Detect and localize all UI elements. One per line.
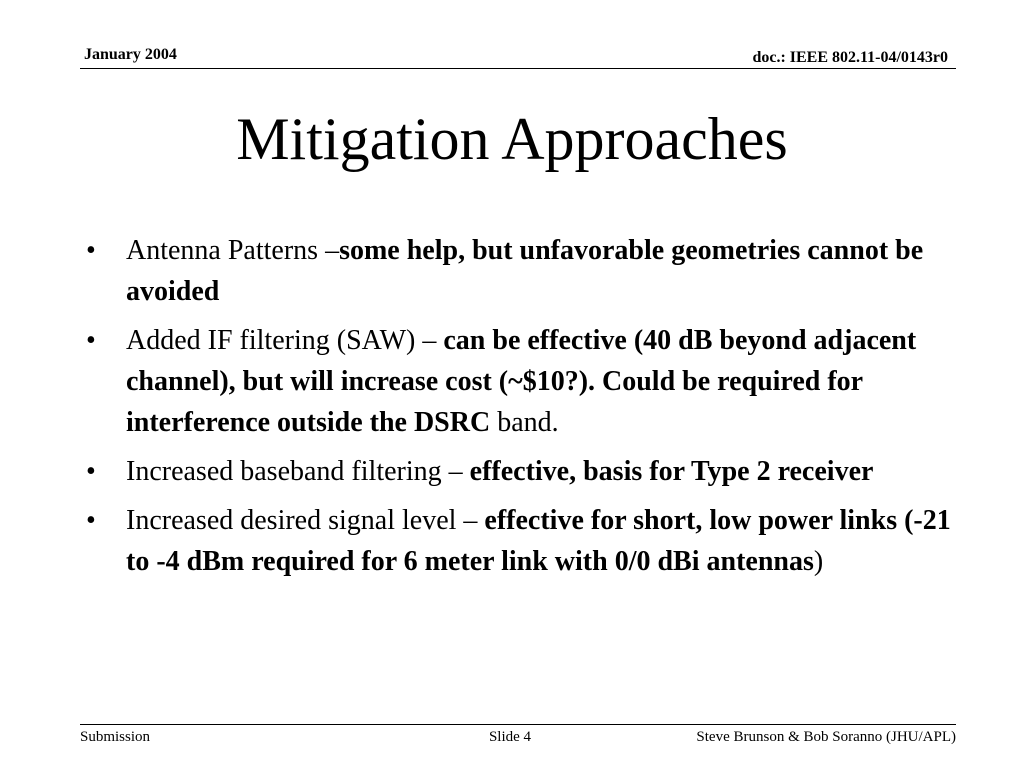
- bullet-text: Added IF filtering (SAW) –: [126, 325, 444, 356]
- bullet-item: [84, 451, 964, 492]
- footer-slide-number: Slide 4: [488, 729, 532, 745]
- footer-rule: [80, 724, 956, 725]
- slide-title: Mitigation Approaches: [236, 106, 788, 172]
- bullet-tail: band.: [497, 407, 559, 438]
- bullet-text: Increased desired signal level –: [126, 505, 485, 536]
- bullet-item: [84, 500, 964, 582]
- bullet-emphasis: some help, but unfavorable geometries cannot be avoided: [126, 235, 924, 307]
- bullet-emphasis: effective, basis for Type 2 receiver: [469, 456, 874, 487]
- bullet-dot-icon: •: [86, 325, 96, 356]
- bullet-item: [84, 230, 964, 312]
- footer-submission: Submission: [80, 729, 151, 745]
- header-doc-id: doc.: IEEE 802.11-04/0143r0: [752, 49, 948, 66]
- bullet-emphasis: effective for short, low power links (-21 to -4 dBm required for 6 meter link with 0/0 dBi antennas: [126, 505, 951, 577]
- header-rule: [80, 68, 956, 69]
- bullet-text: Antenna Patterns –: [126, 235, 340, 266]
- bullet-emphasis: can be effective (40 dB beyond adjacent channel), but will increase cost (~$10?). Could be required for interference outside the DSRC: [126, 325, 917, 438]
- header-date: January 2004: [84, 46, 177, 63]
- bullet-dot-icon: •: [86, 235, 96, 266]
- bullet-list: [84, 230, 964, 590]
- footer-authors: Steve Brunson & Bob Soranno (JHU/APL): [696, 729, 956, 745]
- bullet-item: [84, 320, 964, 443]
- bullet-dot-icon: •: [86, 505, 96, 536]
- bullet-text: Increased baseband filtering –: [126, 456, 470, 487]
- bullet-dot-icon: •: [86, 456, 96, 487]
- bullet-tail: ): [813, 546, 824, 577]
